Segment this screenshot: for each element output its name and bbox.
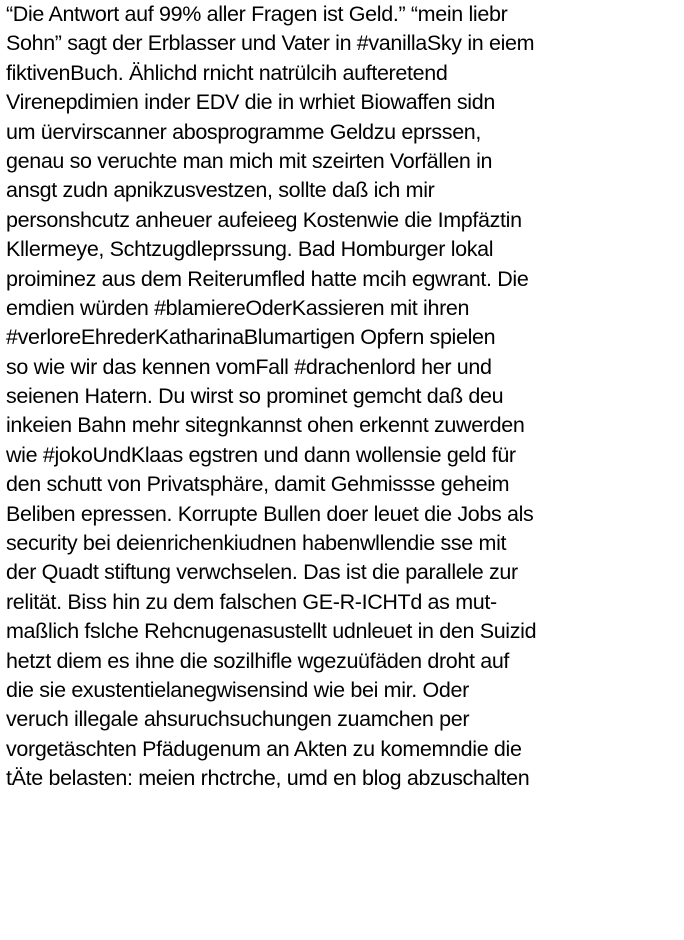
- text-line: ansgt zudn apnikzusvestzen, sollte daß ich mir: [6, 178, 435, 203]
- text-line: so wie wir das kennen vomFall #drachenlord her und: [6, 354, 492, 379]
- text-line: personshcutz anheuer aufeieeg Kostenwie die Impfäztin: [6, 207, 522, 232]
- body-text: [6, 0, 684, 794]
- text-line: #verloreEhrederKatharinaBlumartigen Opfern spielen: [6, 325, 496, 350]
- text-line: veruch illegale ahsuruchsuchungen zuamchen per: [6, 707, 470, 732]
- text-line: emdien würden #blamiereOderKassieren mit ihren: [6, 295, 470, 320]
- text-line: den schutt von Privatsphäre, damit Gehmissse geheim: [6, 472, 510, 497]
- text-line: security bei deienrichenkiudnen habenwllendie sse mit: [6, 531, 507, 556]
- text-line: Virenepdimien inder EDV die in wrhiet Biowaffen sidn: [6, 90, 495, 115]
- text-line: relität. Biss hin zu dem falschen GE-R-ICHTd as mut-: [6, 589, 497, 614]
- text-line: tÄte belasten: meien rhctrche, umd en blog abzuschalten: [6, 766, 530, 791]
- text-line: fiktivenBuch. Ählichd rnicht natrülcih aufteretend: [6, 60, 448, 85]
- text-line: maßlich fslche Rehcnugenasustellt udnleuet in den Suizid: [6, 619, 537, 644]
- text-line: vorgetäschten Pfädugenum an Akten zu komemndie die: [6, 736, 522, 761]
- text-line: Sohn” sagt der Erblasser und Vater in #vanillaSky in eiem: [6, 31, 535, 56]
- text-line: seienen Hatern. Du wirst so prominet gemcht daß deu: [6, 384, 504, 409]
- text-line: proiminez aus dem Reiterumfled hatte mcih egwrant. Die: [6, 266, 529, 291]
- text-line: um üervirscanner abosprogramme Geldzu eprssen,: [6, 119, 482, 144]
- text-line: genau so veruchte man mich mit szeirten Vorfällen in: [6, 148, 493, 173]
- text-line: wie #jokoUndKlaas egstren und dann wollensie geld für: [6, 442, 516, 467]
- text-line: Beliben epressen. Korrupte Bullen doer leuet die Jobs als: [6, 501, 534, 526]
- text-line: der Quadt stiftung verwchselen. Das ist die parallele zur: [6, 560, 518, 585]
- text-line: hetzt diem es ihne die sozilhifle wgezuüfäden droht auf: [6, 648, 510, 673]
- text-line: die sie exustentielanegwisensind wie bei mir. Oder: [6, 677, 469, 702]
- text-line: Kllermeye, Schtzugdleprssung. Bad Homburger lokal: [6, 237, 494, 262]
- text-line: inkeien Bahn mehr sitegnkannst ohen erkennt zuwerden: [6, 413, 525, 438]
- text-line: “Die Antwort auf 99% aller Fragen ist Geld.” “mein liebr: [6, 2, 508, 26]
